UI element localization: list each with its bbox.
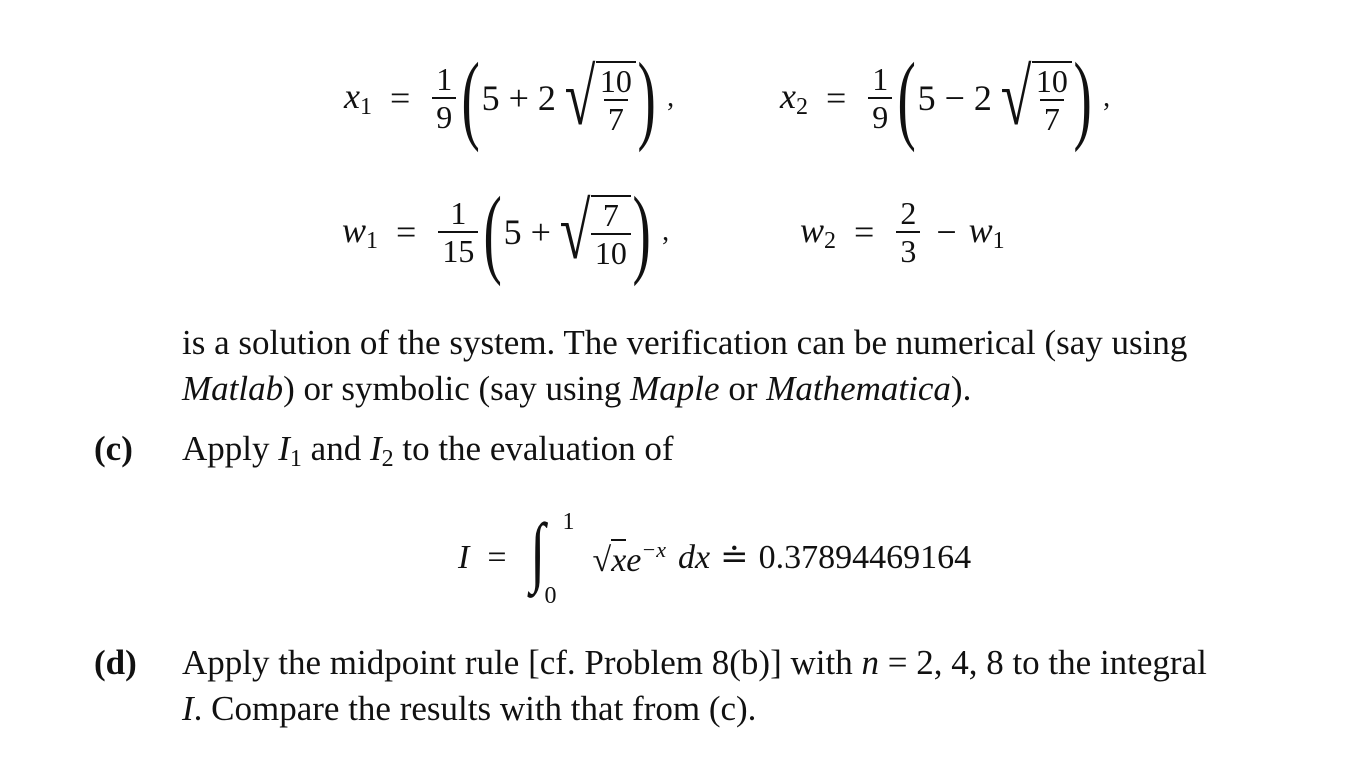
paragraph-line-2: Matlab) or symbolic (say using Maple or Mathematica). — [182, 369, 972, 408]
right-paren: ) — [1073, 42, 1092, 153]
equals-sign: = — [854, 212, 875, 252]
left-paren: ( — [897, 42, 917, 153]
paragraph-line-1: is a solution of the system. The verification can be numerical (say using — [182, 323, 1188, 362]
right-paren: ) — [637, 42, 656, 153]
equals-sign: = — [487, 539, 507, 576]
paragraph-verification — [182, 320, 1302, 412]
lower-limit: 0 — [544, 583, 557, 609]
equation-x1: $x_1$ = $\frac{1}{9}$ ( 5 + 2 √ $\frac{10}{7}$ ) , — [344, 42, 675, 153]
fraction: $\frac{1}{9}$ — [868, 63, 892, 133]
equals-sign: = — [825, 78, 847, 118]
var-x1: $x_1$ — [344, 75, 372, 120]
var-x2: $x_2$ — [780, 75, 808, 120]
fraction: $\frac{1}{15}$ — [438, 197, 478, 267]
equation-w2 — [800, 172, 1005, 292]
left-paren: ( — [461, 42, 481, 153]
part-c-text: Apply $I_1$ and $I_2$ to the evaluation of — [182, 429, 674, 472]
part-d-label: (d) — [94, 643, 137, 682]
left-paren: ( — [483, 176, 503, 287]
part-d-line-2: I. Compare the results with that from (c). — [182, 689, 757, 728]
fraction: $\frac{1}{9}$ — [432, 63, 456, 133]
integral-equation — [458, 508, 971, 608]
equals-sign: = — [389, 78, 411, 118]
right-paren: ) — [632, 176, 651, 287]
minus-sign: − — [936, 212, 957, 252]
var-w1: $w_1$ — [342, 209, 379, 254]
equation-w1: $w_1$ = $\frac{1}{15}$ ( 5 + √ $\frac{7}{10}$ ) , — [342, 176, 670, 287]
var-w1-ref: $w_1$ — [968, 209, 1005, 254]
upper-limit: 1 — [562, 509, 575, 535]
inner-expression: 5 + — [503, 212, 551, 252]
equals-sign: = — [396, 212, 417, 252]
fraction: $\frac{2}{3}$ — [896, 197, 920, 267]
integral-value: 0.37894469164 — [758, 539, 972, 576]
approx-sign: ≐ — [720, 539, 749, 576]
equation-x2: $x_2$ = $\frac{1}{9}$ ( 5 − 2 √ $\frac{10}{7}$ ) , — [780, 42, 1111, 153]
sqrt-expression: √ $\frac{7}{10}$ — [553, 192, 631, 272]
part-c-label: (c) — [94, 429, 133, 468]
part-d-line-1: Apply the midpoint rule [cf. Problem 8(b)] with n = 2, 4, 8 to the integral — [182, 643, 1207, 682]
inner-expression: 5 − 2 — [917, 78, 992, 118]
inner-expression: 5 + 2 — [481, 78, 556, 118]
sqrt-expression: √ $\frac{10}{7}$ — [558, 58, 636, 138]
var-w2: $w_2$ — [800, 209, 837, 254]
integrand: $√xe^{-x}$ — [592, 536, 666, 579]
integral-lhs: I — [458, 539, 470, 576]
differential: dx — [678, 539, 711, 576]
integral-sign: ∫ 1 0 — [529, 507, 575, 609]
sqrt-expression: √ $\frac{10}{7}$ — [994, 58, 1072, 138]
part-d-text — [182, 640, 1207, 732]
